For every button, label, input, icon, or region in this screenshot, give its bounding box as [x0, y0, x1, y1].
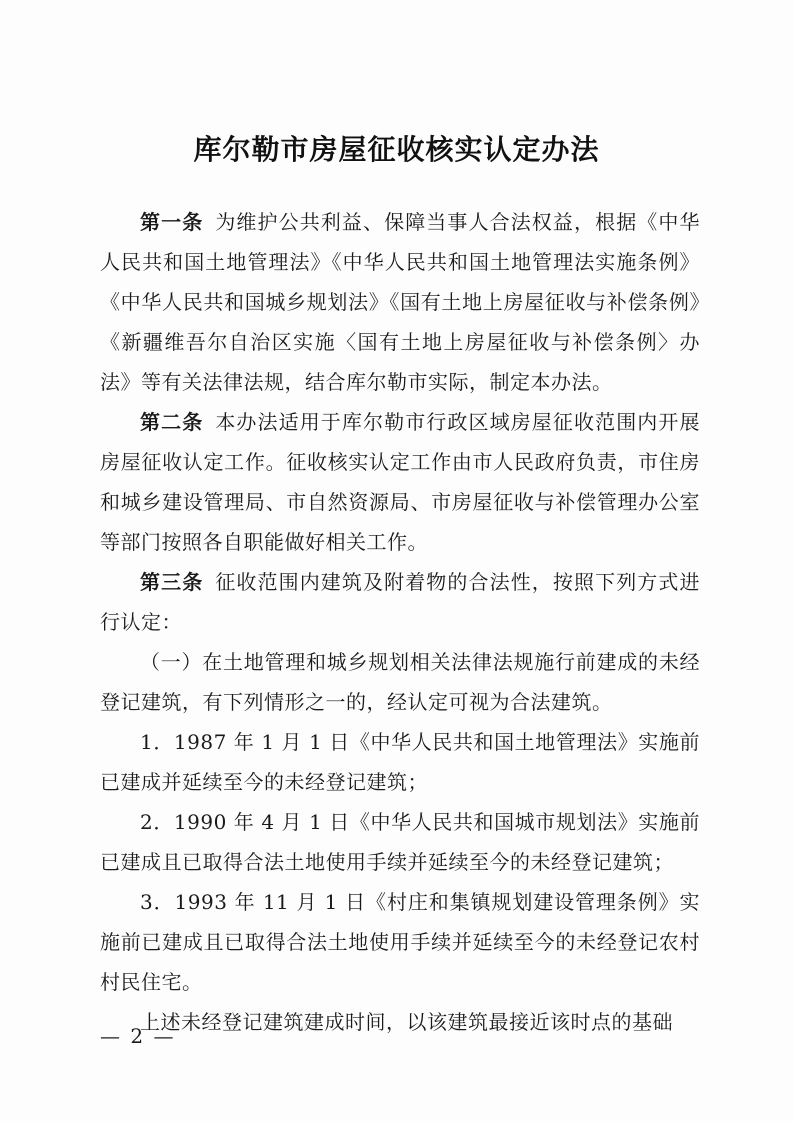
- article-3: [100, 562, 700, 642]
- article-3-label: 第三条: [140, 570, 204, 594]
- article-1-label: 第一条: [140, 210, 204, 234]
- article-2: [100, 402, 700, 562]
- document-body: [100, 202, 700, 1042]
- article-1: [100, 202, 700, 402]
- paragraph-item-2: 1．1987 年 1 月 1 日《中华人民共和国土地管理法》实施前已建成并延续至今的未经登记建筑；: [100, 730, 700, 794]
- page-number: — 2 —: [100, 1024, 176, 1048]
- paragraph-item-5: 上述未经登记建筑建成时间，以该建筑最接近该时点的基础: [140, 1010, 673, 1034]
- article-2-label: 第二条: [140, 410, 204, 434]
- paragraph-item-3: 2．1990 年 4 月 1 日《中华人民共和国城市规划法》实施前已建成且已取得合法土地使用手续并延续至今的未经登记建筑；: [100, 810, 700, 874]
- paragraph-item-4: 3．1993 年 11 月 1 日《村庄和集镇规划建设管理条例》实施前已建成且已取得合法土地使用手续并延续至今的未经登记农村村民住宅。: [100, 890, 700, 994]
- article-2-text: 本办法适用于库尔勒市行政区域房屋征收范围内开展房屋征收认定工作。征收核实认定工作由市人民政府负责，市住房和城乡建设管理局、市自然资源局、市房屋征收与补偿管理办公室等部门按照各自职能做好相关工作。: [100, 410, 701, 554]
- article-3-text: 征收范围内建筑及附着物的合法性，按照下列方式进行认定：: [100, 570, 701, 634]
- article-1-text: 为维护公共利益、保障当事人合法权益，根据《中华人民共和国土地管理法》《中华人民共和国土地管理法实施条例》《中华人民共和国城乡规划法》《国有土地上房屋征收与补偿条例》《新疆维吾尔自治区实施〈国有土地上房屋征收与补偿条例〉办法》等有关法律法规，结合库尔勒市实际，制定本办法。: [100, 210, 701, 394]
- paragraph-item-1: （一）在土地管理和城乡规划相关法律法规施行前建成的未经登记建筑，有下列情形之一的，经认定可视为合法建筑。: [100, 650, 700, 714]
- document-title: 库尔勒市房屋征收核实认定办法: [193, 133, 600, 166]
